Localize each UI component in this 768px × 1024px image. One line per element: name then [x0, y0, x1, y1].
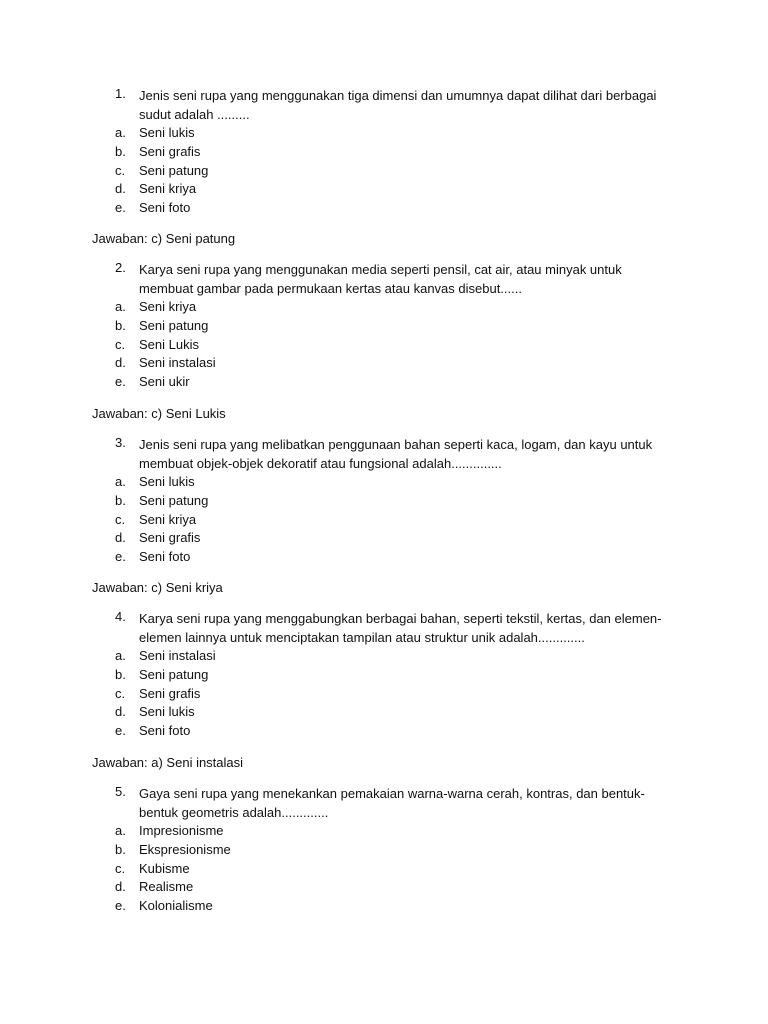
question-text: Jenis seni rupa yang melibatkan penggunaan bahan seperti kaca, logam, dan kayu untuk membuat objek-objek dekoratif atau fungsional adalah.............. [139, 437, 653, 471]
option-letter: b. [115, 666, 126, 682]
question-4 [0, 609, 768, 741]
option-b [0, 317, 768, 336]
question-text: Karya seni rupa yang menggunakan media seperti pensil, cat air, atau minyak untuk membuat gambar pada permukaan kertas atau kanvas disebut...... [139, 262, 622, 296]
option-c [0, 685, 768, 704]
option-letter: c. [115, 162, 126, 178]
option-letter: d. [115, 355, 126, 371]
option-letter: a. [115, 125, 126, 140]
question-3 [0, 435, 768, 567]
option-letter: e. [115, 549, 126, 565]
option-letter: b. [115, 317, 126, 333]
option-text: Seni lukis [139, 704, 195, 720]
option-d [0, 878, 768, 897]
option-text: Seni kriya [139, 181, 197, 197]
option-a [0, 124, 768, 143]
option-letter: d. [115, 530, 126, 546]
option-text: Seni instalasi [139, 648, 216, 663]
option-letter: d. [115, 181, 126, 197]
question-5 [0, 784, 768, 916]
option-letter: e. [115, 200, 126, 216]
option-text: Seni kriya [139, 299, 197, 314]
option-text: Seni patung [139, 317, 209, 333]
option-d [0, 529, 768, 548]
option-letter: e. [115, 374, 126, 390]
question-1 [0, 86, 768, 218]
option-d [0, 354, 768, 373]
question-stem [0, 609, 768, 647]
answer-line-3: Jawaban: c) Seni kriya [92, 580, 223, 595]
option-b [0, 841, 768, 860]
option-d [0, 703, 768, 722]
question-stem [0, 260, 768, 298]
answer-line-2: Jawaban: c) Seni Lukis [92, 406, 226, 421]
question-number: 3. [115, 435, 126, 450]
option-letter: e. [115, 723, 126, 739]
option-text: Seni kriya [139, 511, 197, 527]
option-d [0, 180, 768, 199]
question-2 [0, 260, 768, 392]
option-text: Kubisme [139, 860, 190, 876]
option-letter: a. [115, 299, 126, 314]
option-text: Seni Lukis [139, 336, 199, 352]
option-e [0, 548, 768, 567]
option-letter: a. [115, 474, 126, 489]
option-letter: e. [115, 898, 126, 914]
option-a [0, 822, 768, 841]
option-letter: d. [115, 704, 126, 720]
option-letter: c. [115, 860, 126, 876]
option-text: Seni patung [139, 162, 209, 178]
option-text: Seni foto [139, 549, 191, 565]
option-letter: a. [115, 823, 126, 838]
question-stem [0, 86, 768, 124]
option-e [0, 373, 768, 392]
answer-line-1: Jawaban: c) Seni patung [92, 231, 236, 246]
answer-line-4: Jawaban: a) Seni instalasi [92, 755, 244, 770]
question-number: 5. [115, 784, 126, 799]
question-stem [0, 435, 768, 473]
option-text: Seni ukir [139, 374, 190, 390]
option-e [0, 199, 768, 218]
option-text: Seni instalasi [139, 355, 216, 371]
option-text: Seni grafis [139, 143, 201, 159]
option-letter: c. [115, 336, 126, 352]
option-b [0, 666, 768, 685]
option-a [0, 647, 768, 666]
question-text: Gaya seni rupa yang menekankan pemakaian warna-warna cerah, kontras, dan bentuk-bentuk geometris adalah............. [139, 786, 645, 820]
option-text: Kolonialisme [139, 898, 213, 914]
option-text: Ekspresionisme [139, 841, 231, 857]
option-text: Seni patung [139, 492, 209, 508]
option-text: Impresionisme [139, 823, 224, 838]
option-text: Seni grafis [139, 685, 201, 701]
option-e [0, 722, 768, 741]
option-letter: c. [115, 685, 126, 701]
option-text: Seni lukis [139, 125, 195, 140]
option-b [0, 143, 768, 162]
option-text: Seni foto [139, 723, 191, 739]
question-text: Jenis seni rupa yang menggunakan tiga dimensi dan umumnya dapat dilihat dari berbagai sudut adalah ......... [139, 88, 657, 122]
option-letter: b. [115, 841, 126, 857]
option-c [0, 860, 768, 879]
question-number: 2. [115, 260, 126, 275]
option-text: Seni patung [139, 666, 209, 682]
option-a [0, 298, 768, 317]
option-text: Seni foto [139, 200, 191, 216]
option-letter: b. [115, 143, 126, 159]
question-text: Karya seni rupa yang menggabungkan berbagai bahan, seperti tekstil, kertas, dan elemen-elemen lainnya untuk menciptakan tampilan atau struktur unik adalah............. [139, 611, 662, 645]
option-b [0, 492, 768, 511]
option-a [0, 473, 768, 492]
option-text: Seni grafis [139, 530, 201, 546]
question-number: 4. [115, 609, 126, 624]
option-c [0, 336, 768, 355]
option-text: Seni lukis [139, 474, 195, 489]
option-letter: c. [115, 511, 126, 527]
option-e [0, 897, 768, 916]
option-c [0, 511, 768, 530]
option-letter: d. [115, 879, 126, 895]
question-number: 1. [115, 86, 126, 101]
question-stem [0, 784, 768, 822]
option-c [0, 162, 768, 181]
option-text: Realisme [139, 879, 194, 895]
option-letter: b. [115, 492, 126, 508]
option-letter: a. [115, 648, 126, 663]
